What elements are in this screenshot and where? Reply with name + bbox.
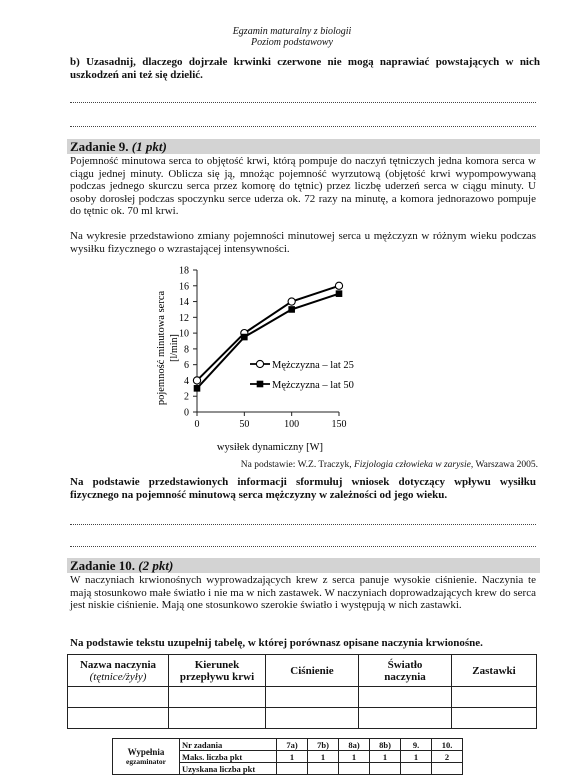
data-point-series-1 [193,377,200,384]
chart-source [241,460,538,470]
y-tick-label: 12 [179,312,189,324]
task9-question: Na podstawie przedstawionych informacji sformułuj wniosek dotyczący wpływu wysiłku fizycznego na pojemność minutową serca mężczyzny w zależności od jego wieku. [70,476,536,501]
task-number: 9. [401,739,432,751]
task10-paragraph: W naczyniach krwionośnych wyprowadzających krew z serca panuje wysokie ciśnienie. Naczynia te mają stosunkowo małe światło i nie ma w nich zastawek. W naczyniach doprowadzających krew do serca jest niskie ciśnienie. Mają one stosunkowo szerokie światło i występują w nich zastawki. [70,574,536,612]
task10-points: (2 pkt) [138,558,174,573]
table-cell[interactable] [68,687,169,708]
col-lumen-line1: Światło [387,658,423,671]
y-tick-label: 16 [179,281,189,293]
examiner-label-line2: egzaminator [126,756,166,766]
data-point-series-2 [288,306,295,313]
table-row [68,708,537,729]
y-tick-label: 2 [184,391,189,403]
answer-line[interactable] [70,524,536,525]
row-label-max-points: Maks. liczba pkt [180,751,277,763]
task-number: 8a) [339,739,370,751]
task-number: 7b) [308,739,339,751]
col-vessel-name-sub: (tętnice/żyły) [89,670,147,683]
cardiac-output-chart [140,258,390,458]
source-title: Fizjologia człowieka w zarysie [353,460,471,470]
obtained-points-cell[interactable] [370,763,401,775]
y-tick-label: 14 [179,297,189,309]
answer-line[interactable] [70,546,536,547]
x-tick-label: 0 [194,419,200,430]
chart-series [193,282,342,391]
answer-line[interactable] [70,126,536,127]
max-points: 2 [432,751,463,763]
task-number: 7a) [277,739,308,751]
source-suffix: , Warszawa 2005. [470,460,538,470]
y-tick-label: 4 [184,375,189,387]
table-row [68,687,537,708]
data-point-series-2 [194,385,201,392]
x-tick-label: 150 [331,419,347,430]
obtained-points-cell[interactable] [277,763,308,775]
task10-instruction: Na podstawie tekstu uzupełnij tabelę, w której porównasz opisane naczynia krwionośne. [70,637,483,649]
task8b-label: b) [70,56,80,68]
table-cell[interactable] [359,687,452,708]
col-lumen-line2: naczynia [384,670,426,683]
table-cell[interactable] [169,687,266,708]
legend-marker [257,381,264,388]
obtained-points-cell[interactable] [339,763,370,775]
task9-paragraph2: Na wykresie przedstawiono zmiany pojemności minutowej serca u mężczyzn w różnym wieku podczas wysiłku fizycznego o wzrastającej intensywności. [70,230,536,255]
task8b-text: Uzasadnij, dlaczego dojrzałe krwinki czerwone nie mogą naprawiać powstających w nich uszkodzeń ani też się dzielić. [70,56,540,81]
max-points: 1 [370,751,401,763]
table-cell[interactable] [266,708,359,729]
col-flow-line1: Kierunek [194,658,240,671]
task9-points: (1 pkt) [131,139,167,154]
y-tick-label: 18 [179,265,189,277]
table-cell[interactable] [68,708,169,729]
row-label-task-number: Nr zadania [180,739,277,751]
y-ticks [179,266,197,419]
comparison-table [67,654,537,729]
answer-line[interactable] [70,102,536,103]
y-tick-label: 10 [179,328,189,340]
task-number: 8b) [370,739,401,751]
col-vessel-name-title: Nazwa naczynia [79,658,157,671]
max-points: 1 [401,751,432,763]
y-tick-label: 0 [184,407,189,419]
table-cell[interactable] [359,708,452,729]
col-pressure: Ciśnienie [266,655,359,687]
chart-legend [250,360,354,391]
legend-marker [256,360,263,367]
y-tick-label: 8 [184,344,189,356]
col-lumen [359,655,452,687]
max-points: 1 [339,751,370,763]
data-point-series-2 [336,290,343,297]
legend-label: Mężczyzna – lat 50 [272,380,354,391]
scoring-row-tasks [113,739,463,751]
task-number: 10. [432,739,463,751]
data-point-series-1 [288,298,295,305]
examiner-label [113,739,180,775]
task9-title: Zadanie 9. [70,139,129,154]
exam-level: Poziom podstawowy [251,37,333,48]
legend-label: Mężczyzna – lat 25 [272,360,354,371]
task8b-question [70,56,540,81]
task10-header [67,558,540,573]
table-header-row [68,655,537,687]
x-ticks [195,412,347,430]
col-flow-direction [169,655,266,687]
table-cell[interactable] [452,708,537,729]
table-cell[interactable] [266,687,359,708]
data-point-series-2 [241,334,248,341]
obtained-points-cell[interactable] [308,763,339,775]
x-axis-label: wysiłek dynamiczny [W] [216,442,324,453]
scoring-table [112,738,463,775]
obtained-points-cell[interactable] [401,763,432,775]
task10-title: Zadanie 10. [70,558,136,573]
source-prefix: Na podstawie: W.Z. Traczyk, [240,460,354,470]
examiner-label-line1: Wypełnia [127,746,165,757]
table-cell[interactable] [169,708,266,729]
x-tick-label: 100 [284,419,300,430]
series-line-2 [197,294,339,389]
y-axis-unit: [l/min] [169,334,180,362]
y-tick-label: 6 [184,360,189,372]
max-points: 1 [308,751,339,763]
col-flow-line2: przepływu krwi [179,670,255,683]
x-tick-label: 50 [239,419,250,430]
row-label-obtained-points: Uzyskana liczba pkt [180,763,277,775]
data-point-series-1 [335,282,342,289]
exam-title: Egzamin maturalny z biologii [232,26,352,37]
task9-paragraph1: Pojemność minutowa serca to objętość krwi, którą pompuje do naczyń tętniczych jedna komora serca w ciągu jednej minuty. Oblicza się ją, mnożąc pojemność wyrzutową (objętość krwi wypompowywaną podczas jednego skurczu serca przez komorę do tętnic) przez liczbę uderzeń serca w ciągu minuty. U osoby dorosłej podczas spoczynku serce uderza ok. 72 razy na minutę, a komora jednorazowo pompuje do tętnic ok. 70 ml krwi. [70,155,536,218]
table-cell[interactable] [452,687,537,708]
col-valves: Zastawki [452,655,537,687]
y-axis-label: pojemność minutowa serca [156,290,167,406]
obtained-points-cell[interactable] [432,763,463,775]
col-vessel-name [68,655,169,687]
task9-header [67,139,540,154]
max-points: 1 [277,751,308,763]
